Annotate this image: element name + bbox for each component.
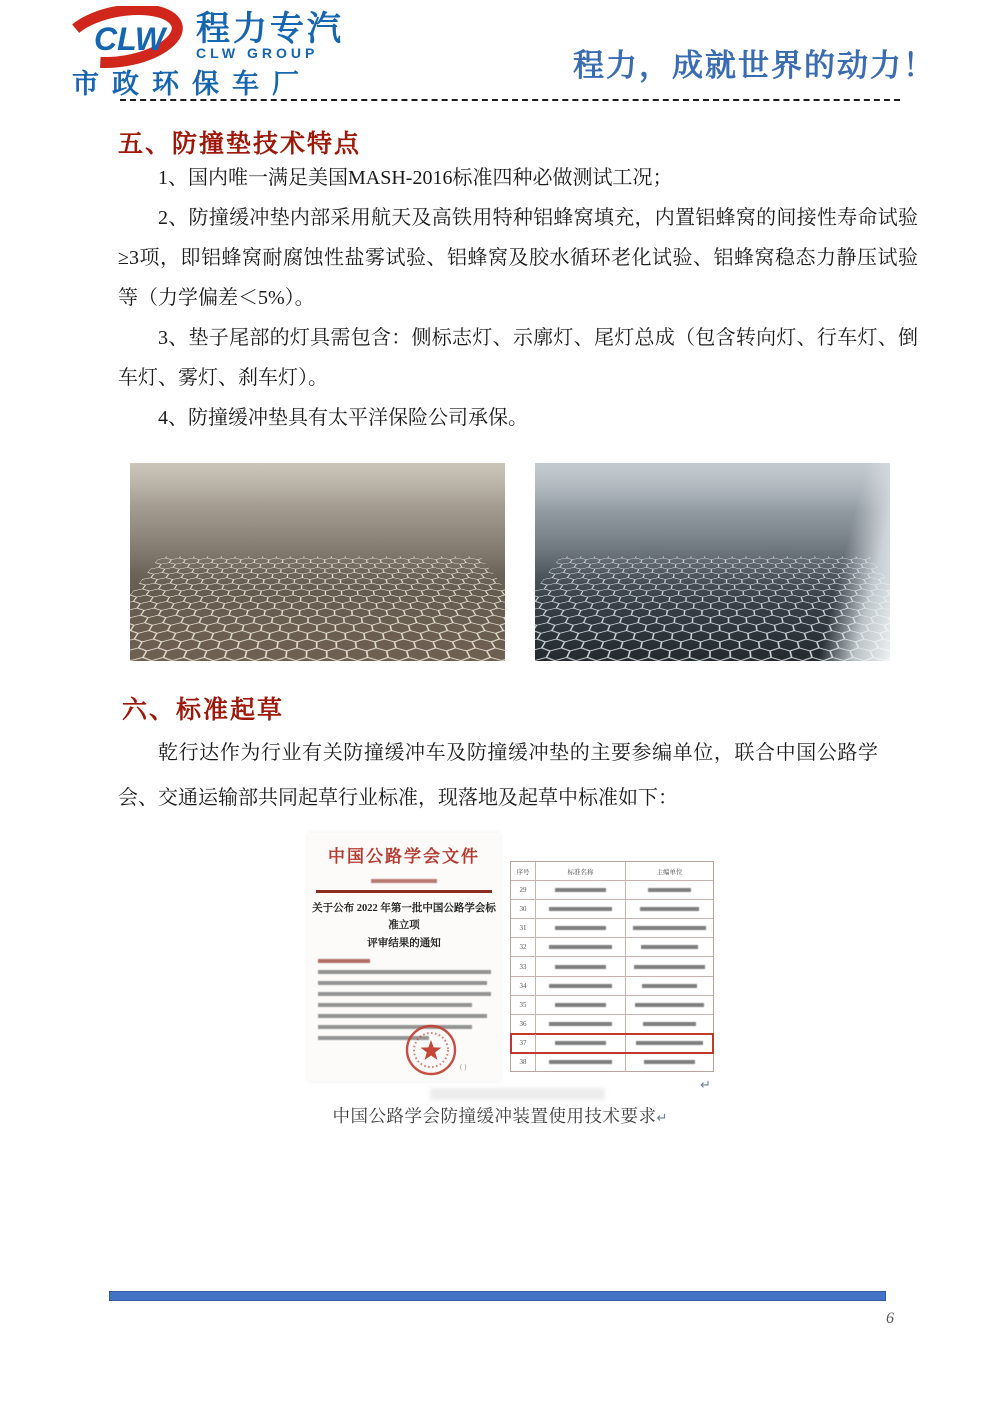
doc-table-row: 35: [511, 996, 713, 1015]
caption-return-mark: ↵: [656, 1110, 668, 1125]
list-item: 2、防撞缓冲垫内部采用航天及高铁用特种铝蜂窝填充，内置铝蜂窝的间接性寿命试验≥3项，即铝蜂窝耐腐蚀性盐雾试验、铝蜂窝及胶水循环老化试验、铝蜂窝稳态力静压试验等（力学偏差＜5%）。: [118, 207, 918, 309]
doc-table-row: 38: [511, 1053, 713, 1071]
doc-table-row: 31: [511, 919, 713, 938]
list-item: 4、防撞缓冲垫具有太平洋保险公司承保。: [158, 407, 528, 429]
seal-footnote-blur: ( ): [460, 1063, 467, 1071]
page-number: 6: [886, 1310, 894, 1327]
doc-table-row: 37: [511, 1034, 713, 1053]
doc-table: [510, 861, 714, 1072]
brand-name-en: CLW GROUP: [196, 45, 319, 61]
official-document-page: [308, 833, 500, 1081]
doc-table-row: 33: [511, 957, 713, 976]
caption-watermark-blur: [430, 1088, 605, 1100]
footer-bar: [109, 1291, 886, 1301]
doc-table-row: 36: [511, 1015, 713, 1034]
scanned-document-figure: [298, 833, 722, 1092]
paragraph-return-mark: ↵: [700, 1077, 711, 1092]
honeycomb-photo-left: [130, 463, 505, 661]
doc-table-row: 34: [511, 977, 713, 996]
doc-table-header: 序号 标准名称 主编单位: [511, 862, 713, 881]
doc-heading-line2: 评审结果的通知: [367, 937, 441, 949]
doc-table-row: 29: [511, 881, 713, 900]
clw-letters: CLW: [94, 21, 166, 57]
honeycomb-photo-right: [535, 463, 890, 661]
header-divider: [120, 99, 900, 101]
slogan-text: 程力，成就世界的动力！: [573, 48, 936, 83]
figure-caption: 中国公路学会防撞缓冲装置使用技术要求: [332, 1106, 657, 1126]
doc-number-blur: [371, 879, 437, 883]
doc-title: 中国公路学会文件: [328, 847, 480, 866]
brand-name-cn: 程力专汽: [196, 10, 344, 48]
section6-title: 六、标准起草: [122, 696, 285, 724]
photo-edge-highlight: [535, 463, 890, 661]
section6-paragraph: 乾行达作为行业有关防撞缓冲车及防撞缓冲垫的主要参编单位，联合中国公路学会、交通运输部共同起草行业标准，现落地及起草中标准如下：: [118, 742, 878, 809]
photo-row: [130, 463, 890, 661]
clw-logo-icon: [60, 6, 200, 68]
factory-name: 市政环保车厂: [72, 69, 312, 99]
section5-list: [118, 158, 918, 438]
official-seal-icon: [404, 1023, 458, 1077]
list-item: 1、国内唯一满足美国MASH-2016标准四种必做测试工况；: [158, 167, 673, 189]
doc-table-row: 32: [511, 938, 713, 957]
doc-heading-line1: 关于公布 2022 年第一批中国公路学会标准立项: [312, 903, 496, 932]
list-item: 3、垫子尾部的灯具需包含：侧标志灯、示廓灯、尾灯总成（包含转向灯、行车灯、倒车灯、雾灯、刹车灯）。: [118, 327, 918, 389]
section5-title: 五、防撞垫技术特点: [118, 130, 362, 158]
doc-red-rule: [316, 890, 492, 893]
doc-table-row: 30: [511, 900, 713, 919]
